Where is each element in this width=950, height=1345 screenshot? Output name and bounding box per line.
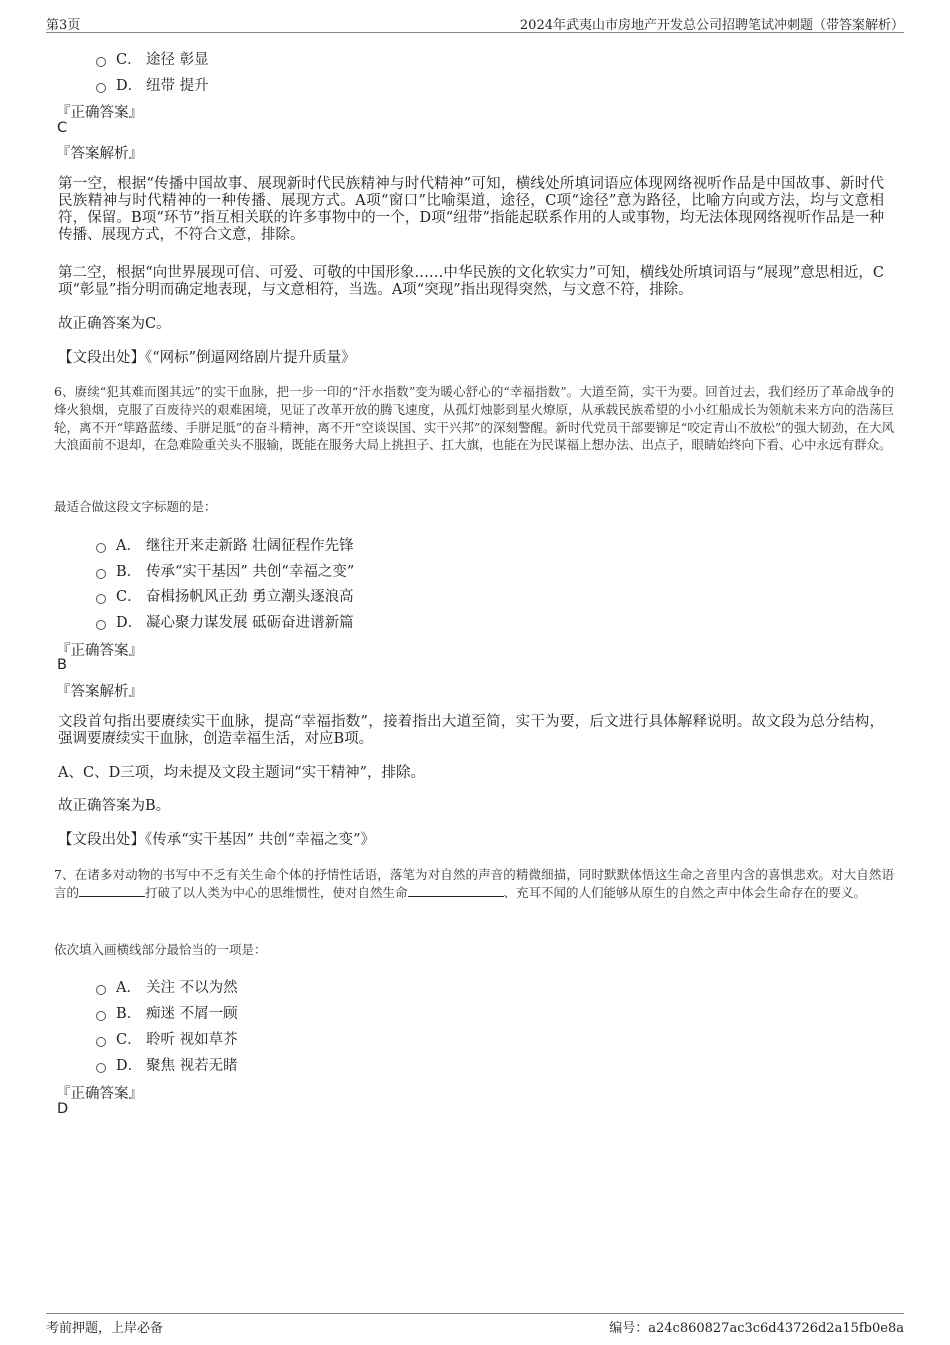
q6-analysis-paragraph: 文段首句指出要赓续实干血脉，提高“幸福指数”，接着指出大道至简，实干为要，后文进行具体解释说明。故文段为总分结构，强调要赓续实干血脉，创造幸福生活，对应B项。 <box>58 714 884 747</box>
q5-option-c[interactable]: C． 途径 彰显 <box>96 48 209 69</box>
q5-analysis-label: 『答案解析』 <box>56 146 143 162</box>
radio-icon[interactable] <box>96 594 106 604</box>
q6-option-b[interactable]: B． 传承“实干基因” 共创“幸福之变” <box>96 560 354 581</box>
q5-answer-label: 『正确答案』 <box>56 105 143 121</box>
document-id: 编号：a24c860827ac3c6d43726d2a15fb0e8a <box>609 1321 904 1336</box>
q7-option-a[interactable]: A． 关注 不以为然 <box>96 976 238 997</box>
q7-option-d[interactable]: D． 聚焦 视若无睹 <box>96 1054 238 1075</box>
q6-stem: 6、赓续“犯其难而图其远”的实干血脉，把一步一印的“汗水指数”变为暖心舒心的“幸福指数”。大道至简，实干为要。回首过去，我们经历了革命战争的烽火狼烟，克服了百废待兴的艰难困境，见证了改革开放的腾飞速度，从孤灯烛影到星火燎原，从承载民族希望的小小红船成长为领航未来方向的浩荡巨轮，离不开“筚路蓝缕、手胼足胝”的奋斗精神，离不开“空谈误国、实干兴邦”的深刻警醒。新时代党员干部要铆足“咬定青山不放松”的强大韧劲，在大风大浪面前不退却，在急难险重关头不服输，既能在服务大局上挑担子、扛大旗，也能在为民谋福上想办法、出点子，眼睛始终向下看、心中永远有群众。 <box>54 384 894 453</box>
q5-analysis-paragraph: 第一空，根据“传播中国故事、展现新时代民族精神与时代精神”可知，横线处所填词语应体现网络视听作品是中国故事、新时代民族精神与时代精神的一种传播、展现方式。A项“窗口”比喻渠道，途径，C项“途径”意为路径，比喻方向或方法，均与文意相符，保留。B项“环节”指互相关联的许多事物中的一个，D项“纽带”指能起联系作用的人或事物，均无法体现网络视听作品是一种传播、展现方式，不符合文意，排除。 <box>58 176 884 243</box>
radio-icon[interactable] <box>96 1011 106 1021</box>
q6-source: 【文段出处】《传承“实干基因” 共创“幸福之变”》 <box>58 832 376 848</box>
q6-option-c[interactable]: C． 奋楫扬帆风正劲 勇立潮头逐浪高 <box>96 585 354 606</box>
q6-option-d[interactable]: D． 凝心聚力谋发展 砥砺奋进谱新篇 <box>96 611 354 632</box>
q6-analysis-paragraph: A、C、D三项，均未提及文段主题词“实干精神”，排除。 <box>58 765 426 781</box>
radio-icon[interactable] <box>96 985 106 995</box>
q7-answer: D <box>57 1101 69 1117</box>
document-title: 2024年武夷山市房地产开发总公司招聘笔试冲刺题（带答案解析） <box>519 18 904 33</box>
q5-analysis-paragraph: 第二空，根据“向世界展现可信、可爱、可敬的中国形象……中华民族的文化软实力”可知，横线处所填词语与“展现”意思相近，C项“彰显”指分明而确定地表现，与文意相符，当选。A项“突现”指出现得突然，与文意不符，排除。 <box>58 265 884 298</box>
radio-icon[interactable] <box>96 1037 106 1047</box>
page-header <box>46 14 904 33</box>
q5-conclusion: 故正确答案为C。 <box>58 316 171 332</box>
q6-analysis-label: 『答案解析』 <box>56 684 143 700</box>
q7-answer-label: 『正确答案』 <box>56 1086 143 1102</box>
q6-answer-label: 『正确答案』 <box>56 643 143 659</box>
fill-blank-2[interactable] <box>408 884 504 897</box>
q7-prompt: 依次填入画横线部分最恰当的一项是： <box>54 942 267 957</box>
radio-icon[interactable] <box>96 1063 106 1073</box>
radio-icon[interactable] <box>96 543 106 553</box>
radio-icon[interactable] <box>96 620 106 630</box>
q6-prompt: 最适合做这段文字标题的是： <box>54 499 217 514</box>
footer-slogan: 考前押题，上岸必备 <box>46 1321 164 1336</box>
q6-option-a[interactable]: A． 继往开来走新路 壮阔征程作先锋 <box>96 534 354 555</box>
q5-option-d[interactable]: D． 纽带 提升 <box>96 74 209 95</box>
q6-answer: B <box>57 657 67 673</box>
q5-answer: C <box>57 120 68 136</box>
radio-icon[interactable] <box>96 569 106 579</box>
page-number: 第3页 <box>46 18 81 33</box>
q7-option-c[interactable]: C． 聆听 视如草芥 <box>96 1028 238 1049</box>
q6-conclusion: 故正确答案为B。 <box>58 798 171 814</box>
q7-stem: 7、在诸多对动物的书写中不乏有关生命个体的抒情性话语，落笔为对自然的声音的精微细描，同时默默体悟这生命之音里内含的喜惧悲欢。对大自然语言的 打破了以人类为中心的思维惯性，使对自然生命 、充耳不闻的人们能够从原生的自然之声中体会生命存在的要义。 <box>54 867 894 900</box>
q5-source: 【文段出处】《“网标”倒逼网络剧片提升质量》 <box>58 350 356 366</box>
page-footer <box>46 1313 904 1335</box>
radio-icon[interactable] <box>96 57 106 67</box>
fill-blank-1[interactable] <box>79 884 145 897</box>
q7-option-b[interactable]: B． 痴迷 不屑一顾 <box>96 1002 238 1023</box>
radio-icon[interactable] <box>96 83 106 93</box>
